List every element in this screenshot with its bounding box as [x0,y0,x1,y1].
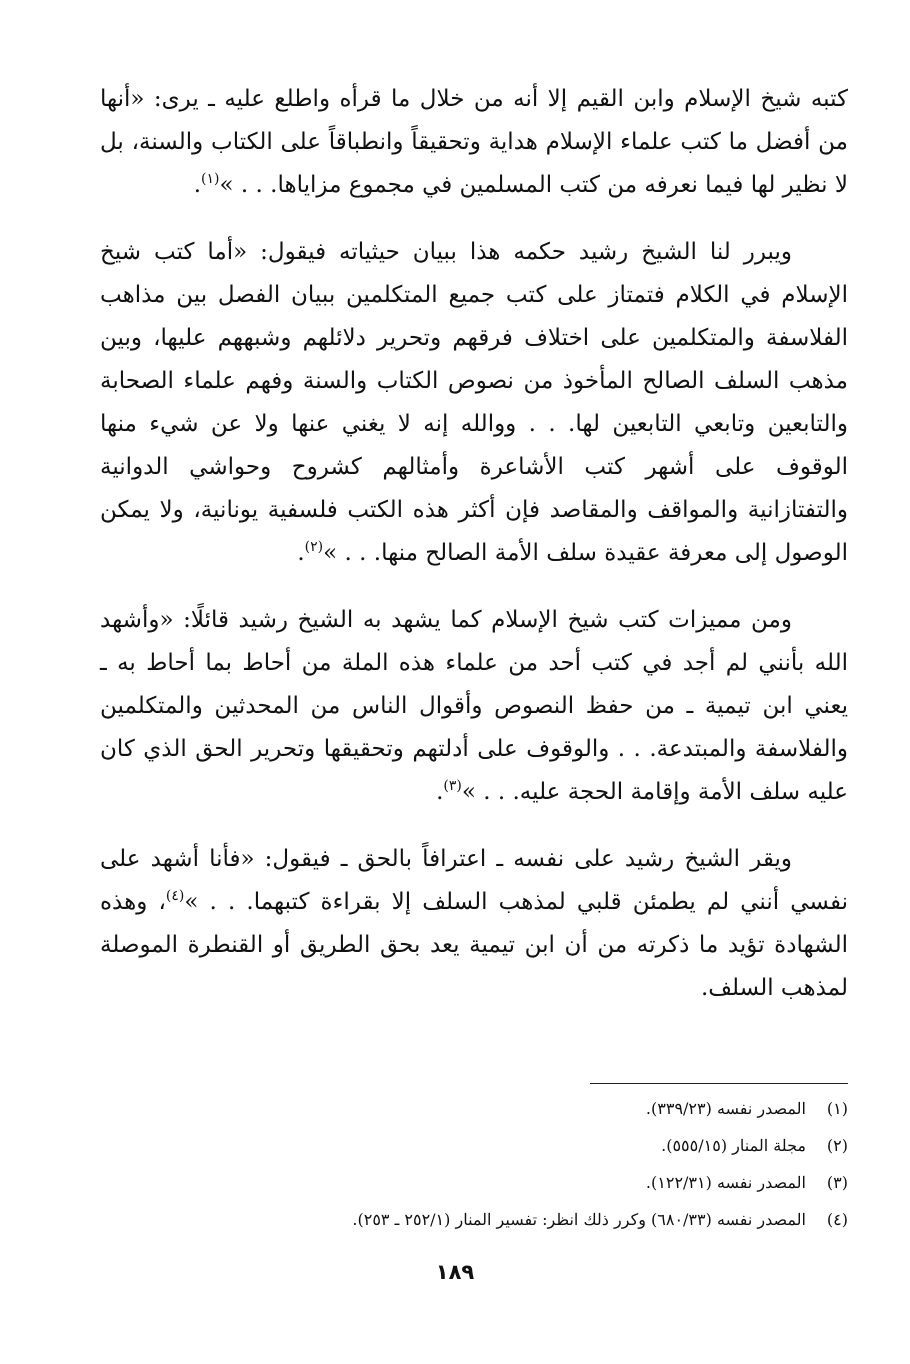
footnote-text: المصدر نفسه (٦٨٠/٣٣) وكرر ذلك انظر: تفسير المنار (٢٥٢/١ ـ ٢٥٣). [352,1210,806,1229]
paragraph-2-text: ويبرر لنا الشيخ رشيد حكمه هذا ببيان حيثياته فيقول: «أما كتب شيخ الإسلام في الكلام فتمتاز على كتب جميع المتكلمين ببيان الفصل بين مذاهب الفلاسفة والمتكلمين على اختلاف فرقهم وتحرير دلائلهم وشبههم عليها، وبين مذهب السلف الصالح المأخوذ من نصوص الكتاب والسنة وفهم علماء الصحابة والتابعين وتابعي التابعين لها. . . ووالله إنه لا يغني عنها ولا عن شيء منها الوقوف على أشهر كتب الأشاعرة وأمثالهم كشروح وحواشي الدوانية والتفتازانية والمواقف والمقاصد فإن أكثر هذه الكتب فلسفية يونانية، ولا يمكن الوصول إلى معرفة عقيدة سلف الأمة الصالح منها. . . » [100,239,848,566]
footnote-ref-1[interactable]: (١) [201,171,220,187]
footnote-number: (١) [826,1099,848,1118]
paragraph-1 [100,78,848,207]
page-body [100,78,848,1034]
footnote-item [140,1164,848,1201]
paragraph-1-end: . [193,172,202,198]
paragraph-1-text: كتبه شيخ الإسلام وابن القيم إلا أنه من خلال ما قرأه واطلع عليه ـ يرى: «أنها من أفضل ما كتب علماء الإسلام هداية وتحقيقاً وانطباقاً على الكتاب والسنة، بل لا نظير لها فيما نعرفه من كتب المسلمين في مجموع مزاياها. . . » [100,86,848,198]
footnote-number: (٤) [826,1210,848,1229]
paragraph-4-text: ويقر الشيخ رشيد على نفسه ـ اعترافاً بالحق ـ فيقول: «فأنا أشهد على نفسي أنني لم يطمئن قلبي لمذهب السلف إلا بقراءة كتبهما. . . » [100,846,848,915]
paragraph-2 [100,231,848,575]
footnote-ref-2[interactable]: (٢) [304,539,324,555]
paragraph-3 [100,599,848,814]
footnote-item [140,1090,848,1127]
footnote-number: (٣) [826,1173,848,1192]
footnotes [140,1090,848,1238]
paragraph-2-end: . [297,540,305,566]
footnote-divider [590,1083,848,1084]
paragraph-3-end: . [436,779,444,805]
footnote-text: مجلة المنار (٥٥٥/١٥). [661,1136,806,1155]
footnote-text: المصدر نفسه (٣٣٩/٢٣). [645,1099,806,1118]
paragraph-4-after: ، وهذه الشهادة تؤيد ما ذكرته من أن ابن تيمية يعد بحق الطريق أو القنطرة الموصلة لمذهب السلف. [100,889,848,1001]
footnote-text: المصدر نفسه (١٢٢/٣١). [645,1173,806,1192]
footnote-number: (٢) [826,1136,848,1155]
footnote-item [140,1127,848,1164]
footnote-ref-3[interactable]: (٣) [443,778,462,794]
footnote-ref-4[interactable]: (٤) [165,888,185,904]
page-number: ١٨٩ [435,1260,475,1284]
paragraph-4 [100,838,848,1010]
footnote-item [140,1201,848,1238]
paragraph-3-text: ومن مميزات كتب شيخ الإسلام كما يشهد به الشيخ رشيد قائلًا: «وأشهد الله بأنني لم أجد في كتب أحد من علماء هذه الملة من أحاط بما أحاط به ـ يعني ابن تيمية ـ من حفظ النصوص وأقوال الناس من المحدثين والمتكلمين والفلاسفة والمبتدعة. . . والوقوف على أدلتهم وتحقيقها وتحرير الحق الذي كان عليه سلف الأمة وإقامة الحجة عليه. . . » [100,607,848,805]
